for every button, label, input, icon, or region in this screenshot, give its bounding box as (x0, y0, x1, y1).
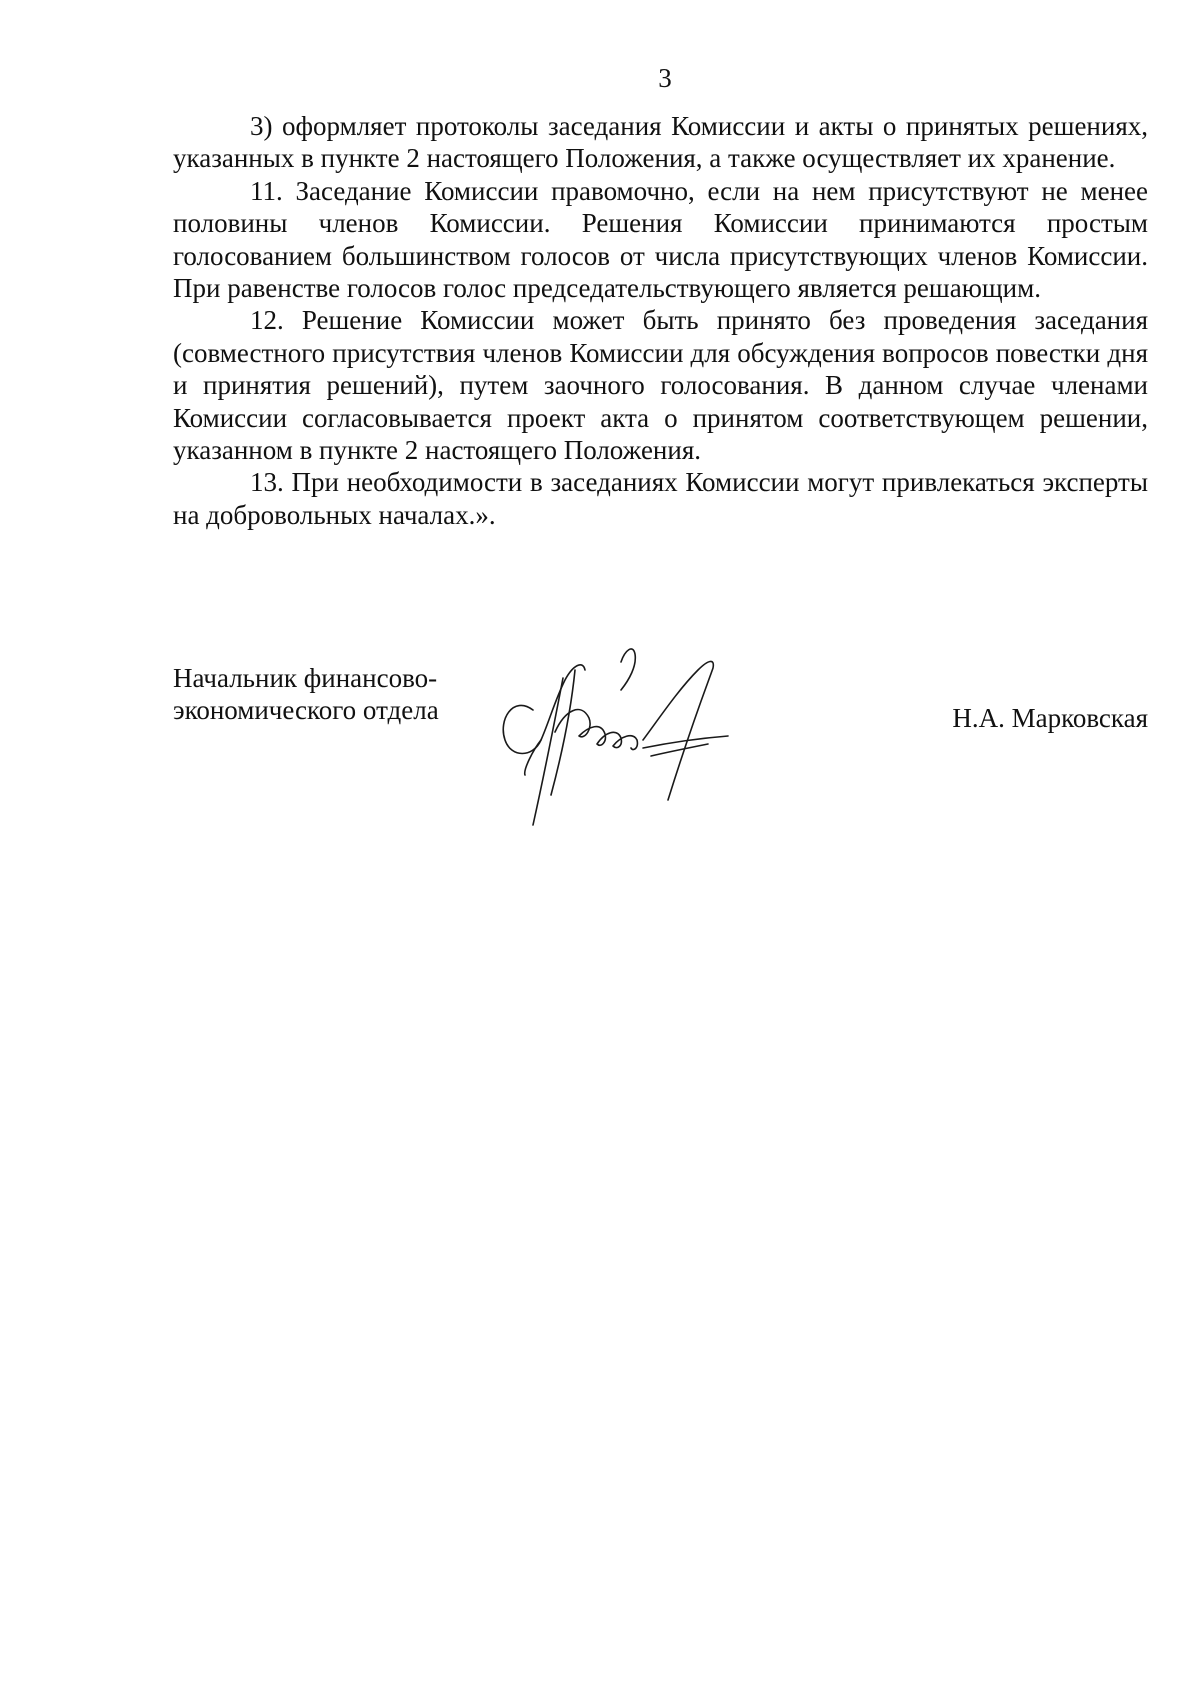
paragraph-11: 11. Заседание Комиссии правомочно, если на нем присутствуют не менее половины членов Комиссии. Решения Комиссии принимаются простым голосованием большинством голосов от числа присутствующих членов Комиссии. При равенстве голосов голос председательствующего является решающим. (173, 175, 1148, 304)
signatory-name: Н.А. Марковская (952, 703, 1148, 733)
document-body (173, 110, 1148, 531)
handwritten-signature (493, 640, 793, 840)
signatory-position-line-2: экономического отдела (173, 695, 439, 726)
signatory-position (173, 662, 503, 727)
paragraph-12: 12. Решение Комиссии может быть принято без проведения заседания (совместного присутствия членов Комиссии для обсуждения вопросов повестки дня и принятия решений), путем заочного голосования. В данном случае членами Комиссии согласовывается проект акта о принятом соответствующем решении, указанном в пункте 2 настоящего Положения. (173, 305, 1148, 466)
paragraph-item-3: 3) оформляет протоколы заседания Комиссии и акты о принятых решениях, указанных в пункте 2 настоящего Положения, а также осуществляет их хранение. (173, 111, 1148, 174)
paragraph-13: 13. При необходимости в заседаниях Комиссии могут привлекаться эксперты на добровольных началах.». (173, 467, 1148, 530)
signature-block (173, 662, 1148, 822)
signatory-position-line-1: Начальник финансово- (173, 663, 438, 693)
page-number: 3 (658, 63, 672, 93)
